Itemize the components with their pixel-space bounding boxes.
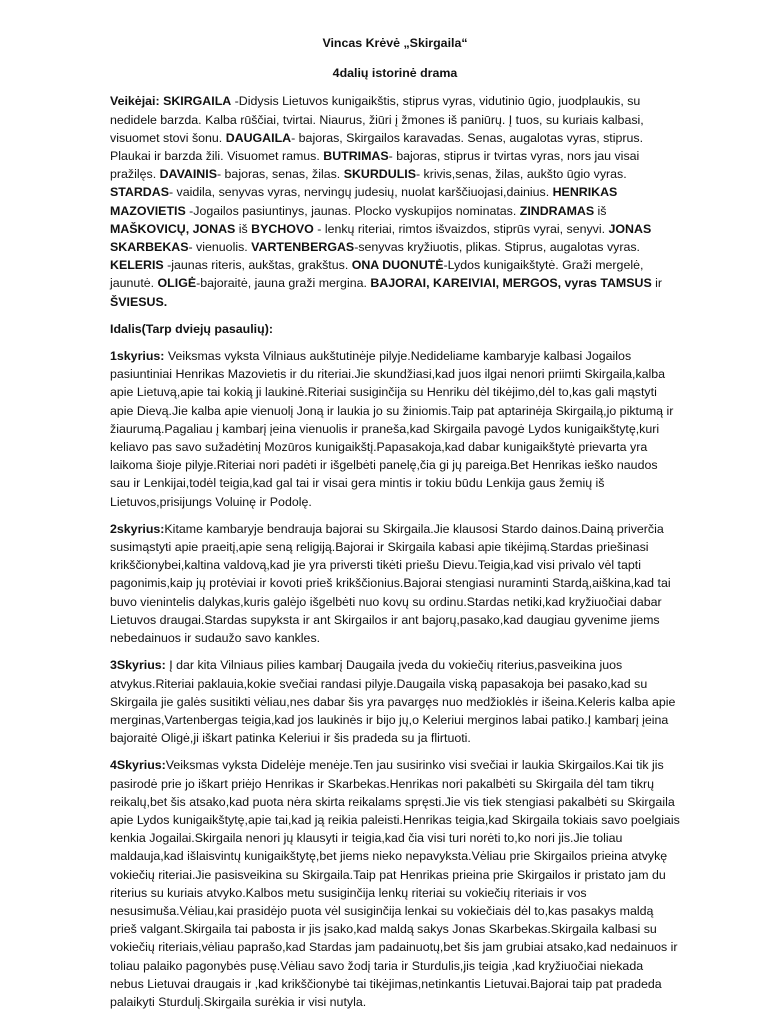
cast-description: -bajoraitė, jauna graži mergina.	[196, 276, 371, 291]
document-page	[110, 34, 680, 1020]
cast-description: - bajoras, stiprus ir tvirtas vyras, nors jau visai pražilęs.	[110, 149, 640, 182]
cast-description: - vaidila, senyvas vyras, nervingų judesių, nuolat karščiuojasi,dainius.	[168, 185, 553, 200]
cast-list	[110, 92, 680, 310]
cast-description: -jaunas riteris, aukštas, grakštus.	[163, 258, 352, 273]
cast-name: ŠVIESUS.	[110, 294, 168, 309]
chapter-label: 2skyrius:	[110, 521, 165, 536]
cast-name: SKURDULIS	[343, 167, 416, 182]
chapter-label: 3Skyrius:	[110, 658, 166, 673]
cast-description: -Didysis Lietuvos kunigaikštis, stiprus vyras, vidutinio ūgio, juodplaukis, su nedidele barzda. Kalba rūščiai, tvirtai. Niaurus, žiūri į žmones iš paniūrų. Į tuos, su kuriais kalbasi, visuomet stovi šonu.	[110, 94, 644, 145]
chapter-label: 1skyrius:	[110, 349, 165, 364]
cast-name: STARDAS	[110, 185, 169, 200]
chapter-paragraph	[110, 756, 680, 1011]
chapter-text: Veiksmas vyksta Didelėje menėje.Ten jau susirinko visi svečiai ir laukia Skirgailos.Kai tik jis pasirodė prie jo iškart priėjo Henrikas ir Skarbekas.Henrikas nori pakalbėti su Skirgaila dėl tam tikrų reikalų,bet šis atsako,kad puota nėra skirta reikalams spręsti.Jie vis tiek stengiasi pakalbėti su Skirgaila apie Lydos kunigaikštytę,apie tai,kad ją reikia paleisti.Henrikas teigia,kad Skirgaila tokiais savo poelgiais kenkia Jogailai.Skirgaila nenori jų klausyti ir teigia,kad čia visi turi norėti to,ko nori jis.Jie toliau maldauja,kad išlaisvintų kunigaikštytę,bet jiems nieko nepavyksta.Vėliau prie Skirgailos prieina atvykę vokiečių riteriai.Jie pasisveikina su Skirgaila.Taip pat Henrikas prieina prie Skirgailos ir pristato jam du riterius su kuriais atvyko.Kalbos metu susiginčija lenkų riteriai su vokiečių riteriais ir vos nesusimuša.Vėliau,kai prasidėjo puota vėl susiginčija lenkai su vokiečiais dėl to,kas pasakys maldą prieš valgant.Skirgaila tai pabosta ir jis įsako,kad maldą sakys Jonas Skarbekas.Skirgaila kalbasi su vokiečių riteriais,vėliau paprašo,kad Stardas jam padainuotų,bet šis jam grubiai atsako,kad nedainuos ir toliau palaiko pagonybės pusę.Vėliau savo žodį taria ir Sturdulis,jis teigia ,kad kryžiuočiai niekada nebus Lietuvai draugais ir ,kad krikščionybė tai tikėjimas,netinkantis Lietuvai.Bajorai taip pat pradeda palaikyti Sturdulį.Skirgaila surėkia ir visi nutyla.	[110, 758, 680, 1009]
chapter-paragraph	[110, 520, 680, 647]
chapter-paragraph	[110, 347, 680, 511]
cast-name: DAVAINIS	[159, 167, 217, 182]
chapter-text: Į dar kita Vilniaus pilies kambarį Daugaila įveda du vokiečių riterius,pasveikina juos atvykus.Riteriai paklauia,kokie svečiai randasi pilyje.Daugaila viską papasakoja bei pasako,kad su Skirgaila jie galės susitikti vėliau,nes dabar šis yra pavargęs nuo medžioklės ir išeina.Keleris kalba apie merginas,Vartenbergas teigia,kad jos laukinės ir bijo jų,o Keleriui merginos labai patiko.Į kambarį įeina bajoraitė Oligė,ji iškart patinka Keleriui ir šis pradeda su ja flirtuoti.	[110, 658, 676, 746]
cast-name: ONA DUONUTĖ	[351, 258, 444, 273]
chapter-paragraph	[110, 656, 680, 747]
cast-description: -senyvas kryžiuotis, plikas. Stiprus, augalotas vyras.	[354, 240, 640, 255]
cast-name: JONAS SKARBEKAS	[110, 221, 652, 255]
chapters	[110, 347, 680, 1011]
cast-description: -Lydos kunigaikštytė. Graži mergelė, jaunutė.	[110, 258, 644, 291]
cast-name: SKIRGAILA	[163, 94, 232, 109]
document-subtitle: 4dalių istorinė drama	[332, 66, 458, 81]
cast-description: - krivis,senas, žilas, aukšto ūgio vyras.	[415, 167, 627, 182]
cast-name: BUTRIMAS	[323, 149, 389, 164]
cast-name: HENRIKAS MAZOVIETIS	[110, 185, 618, 218]
cast-description: - bajoras, senas, žilas.	[216, 167, 344, 182]
cast-description: ir	[651, 276, 663, 291]
cast-label: Veikėjai:	[110, 94, 160, 109]
cast-name: MAŠKOVICŲ, JONAS	[110, 221, 236, 236]
cast-name: BYCHOVO	[251, 221, 314, 236]
cast-description: - lenkų riteriai, rimtos išvaizdos, stiprūs vyrai, senyvi.	[313, 221, 609, 236]
cast-description: iš	[594, 203, 607, 218]
cast-description: iš	[235, 221, 252, 236]
cast-description: - vienuolis.	[188, 240, 252, 255]
part-heading: Idalis(Tarp dviejų pasaulių):	[110, 321, 273, 336]
cast-name: ZINDRAMAS	[519, 203, 595, 218]
cast-name: OLIGĖ	[157, 276, 197, 291]
chapter-text: Veiksmas vyksta Vilniaus aukštutinėje pilyje.Nedideliame kambaryje kalbasi Jogailos pasiuntiniai Henrikas Mazovietis ir du riteriai.Jie skundžiasi,kad juos ilgai nenori priimti Skirgaila,kalba apie Lietuvą,apie tai kokią ji laukinė.Riteriai susiginčija su Henriku dėl tikėjimo,dėl to,kas gali mąstyti apie Dievą.Jie kalba apie vienuolį Joną ir laukia jo su žiniomis.Taip pat aptarinėja Skirgailą,jo piktumą ir žiaurumą.Pagaliau į kambarį įeina vienuolis ir praneša,kad Skirgaila pavogė Lydos kunigaikštytę,kuri keliavo pas savo sužadėtinį Mozūros kunigaikštį.Papasakoja,kad dabar kunigaikštytė prievarta yra laikoma šioje pilyje.Riteriai nori padėti ir išgelbėti panelę,čia gi jų pareiga.Bet Henrikas ieško naudos sau ir Lenkijai,todėl teigia,kad gal tai ir visai gera mintis ir tokiu būdu Lenkija gaus žemių iš Lietuvos,prisijungs Voluinę ir Podolę.	[110, 349, 674, 509]
cast-description: - bajoras, Skirgailos karavadas. Senas, augalotas vyras, stiprus. Plaukai ir barzda žili. Visuomet ramus.	[110, 130, 644, 164]
chapter-label: 4Skyrius:	[110, 758, 166, 773]
document-title: Vincas Krėvė „Skirgaila“	[322, 36, 468, 50]
cast-name: BAJORAI, KAREIVIAI, MERGOS, vyras TAMSUS	[370, 276, 652, 291]
cast-description: -Jogailos pasiuntinys, jaunas. Plocko vyskupijos nominatas.	[185, 203, 520, 218]
cast-entries	[110, 94, 662, 308]
cast-name: KELERIS	[110, 258, 164, 273]
cast-name: VARTENBERGAS	[251, 240, 355, 255]
cast-name: DAUGAILA	[225, 130, 292, 145]
chapter-text: Kitame kambaryje bendrauja bajorai su Skirgaila.Jie klausosi Stardo dainos.Dainą priverčia susimąstyti apie praeitį,apie seną religiją.Bajorai ir Skirgaila kabasi apie tikėjimą.Stardas priešinasi krikščionybei,kaltina valdovą,kad jie yra priversti tikėti priešu Dievu.Teigia,kad visi privalo vėl tapti pagonimis,kaip jų protėviai ir kovoti prieš krikščionius.Bajorai stengiasi nuraminti Stardą,aiškina,kad tai buvo vienintelis dalykas,kuris galėjo išgelbėti nuo kovų su ordinu.Stardas netiki,kad kryžiuočiai dabar Lietuvos draugai.Stardas supyksta ir ant Skirgailos ir ant bajorų,pasako,kad daugiau gyvenime jiems nebedainuos ir sudaužo savo kankles.	[110, 521, 671, 646]
